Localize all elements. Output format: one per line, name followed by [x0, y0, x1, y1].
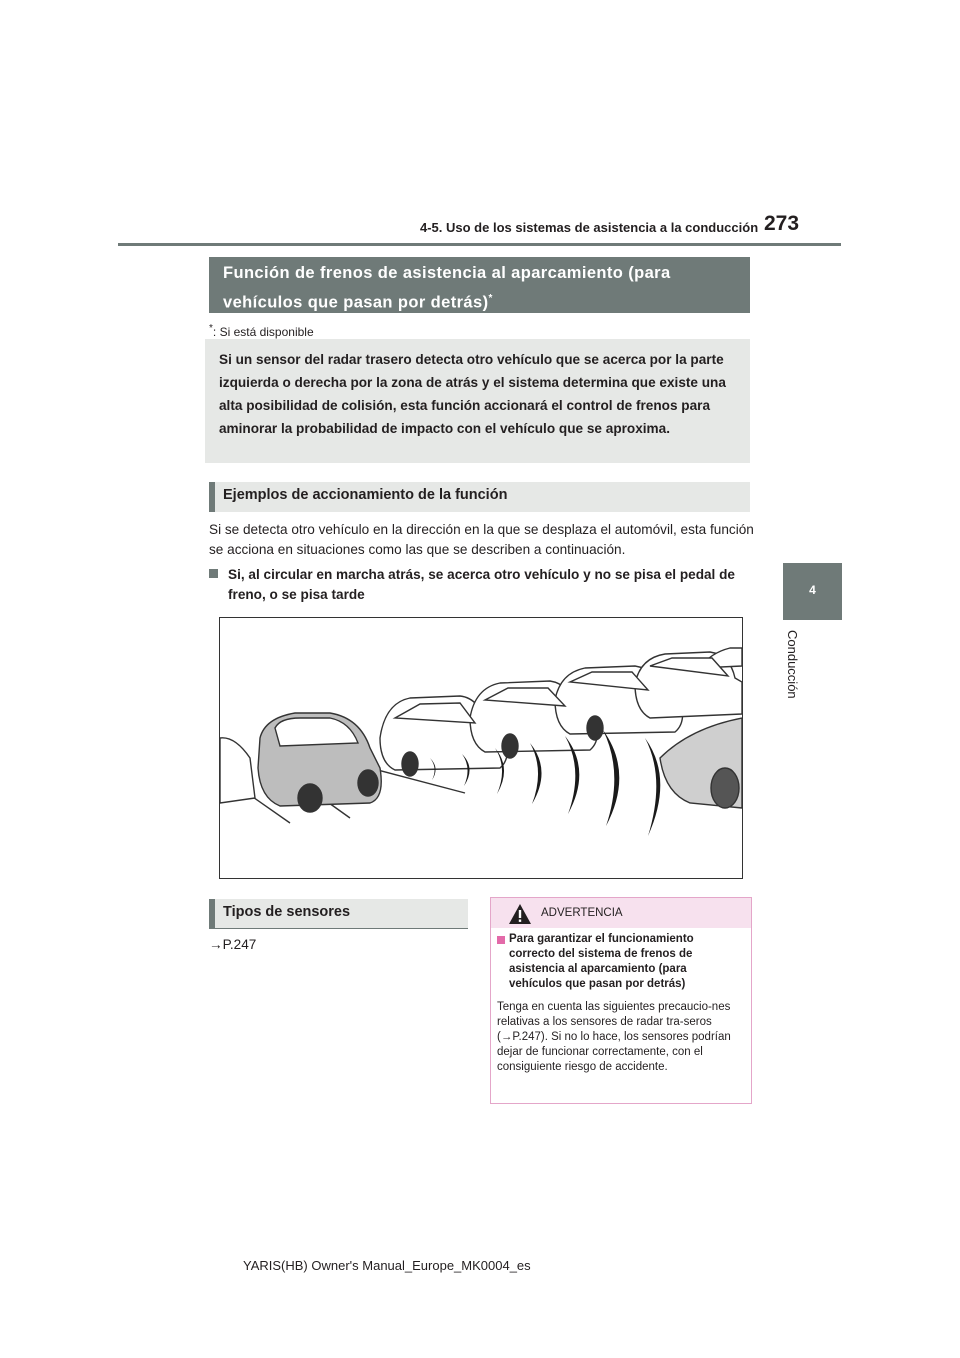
sensor-types-heading-box — [209, 899, 468, 929]
header-rule — [118, 243, 841, 246]
parking-scene-drawing — [220, 618, 742, 878]
warning-bold-text: Para garantizar el funcionamiento correcto del sistema de frenos de asistencia al aparcamiento (para vehículos que pasan por detrás) — [509, 933, 694, 990]
warning-bullet-icon — [497, 936, 505, 944]
page-number: 273 — [764, 212, 800, 235]
summary-text: Si un sensor del radar trasero detecta otro vehículo que se acerca por la parte izquierda o derecha por la zona de atrás y el sistema determina que existe una alta posibilidad de colisión, esta función accionará el control de frenos para aminorar la probabilidad de impacto con el vehículo que se aproxima. — [219, 352, 726, 436]
warning-body-text: Tenga en cuenta las siguientes precaucio-nes relativas a los sensores de radar tra-seros (→P.247). Si no lo hace, los sensores podrían dejar de funcionar correctamente, con el consiguiente riesgo de accidente. — [497, 1001, 731, 1073]
availability-marker: * — [209, 323, 213, 334]
heading-bar — [209, 482, 215, 512]
availability-note — [209, 323, 314, 339]
section-title-box — [209, 257, 750, 313]
heading-underline — [209, 928, 468, 929]
warning-box — [490, 897, 752, 1104]
examples-heading: Ejemplos de accionamiento de la función — [223, 487, 508, 503]
warning-triangle-icon — [508, 903, 532, 925]
illustration-parking-scene — [219, 617, 743, 879]
warning-title: ADVERTENCIA — [541, 907, 623, 919]
examples-paragraph: Si se detecta otro vehículo en la dirección en la que se desplaza el automóvil, esta función se acciona en situaciones como las que se describen a continuación. — [209, 522, 754, 557]
chapter-label — [782, 630, 806, 720]
chapter-number: 4 — [809, 583, 816, 597]
chapter-label-text: Conducción — [785, 630, 800, 699]
availability-text: : Si está disponible — [212, 325, 314, 339]
section-title-text: Función de frenos de asistencia al aparcamiento (para vehículos que pasan por detrás) — [223, 264, 671, 312]
bullet-square-icon — [209, 569, 218, 578]
warning-header — [491, 898, 751, 928]
summary-box — [205, 339, 750, 463]
examples-bullet: Si, al circular en marcha atrás, se acerca otro vehículo y no se pisa el pedal de freno, o se pisa tarde — [228, 567, 735, 602]
sensor-types-heading: Tipos de sensores — [223, 904, 351, 920]
footer-text: YARIS(HB) Owner's Manual_Europe_MK0004_es — [243, 1258, 531, 1273]
examples-heading-box — [209, 482, 750, 512]
running-header-section: 4-5. Uso de los sistemas de asistencia a la conducción — [420, 220, 759, 235]
heading-bar — [209, 899, 215, 929]
section-title-marker: * — [488, 293, 493, 304]
section-title — [223, 261, 743, 316]
sensor-types-reference: →P.247 — [209, 937, 257, 952]
